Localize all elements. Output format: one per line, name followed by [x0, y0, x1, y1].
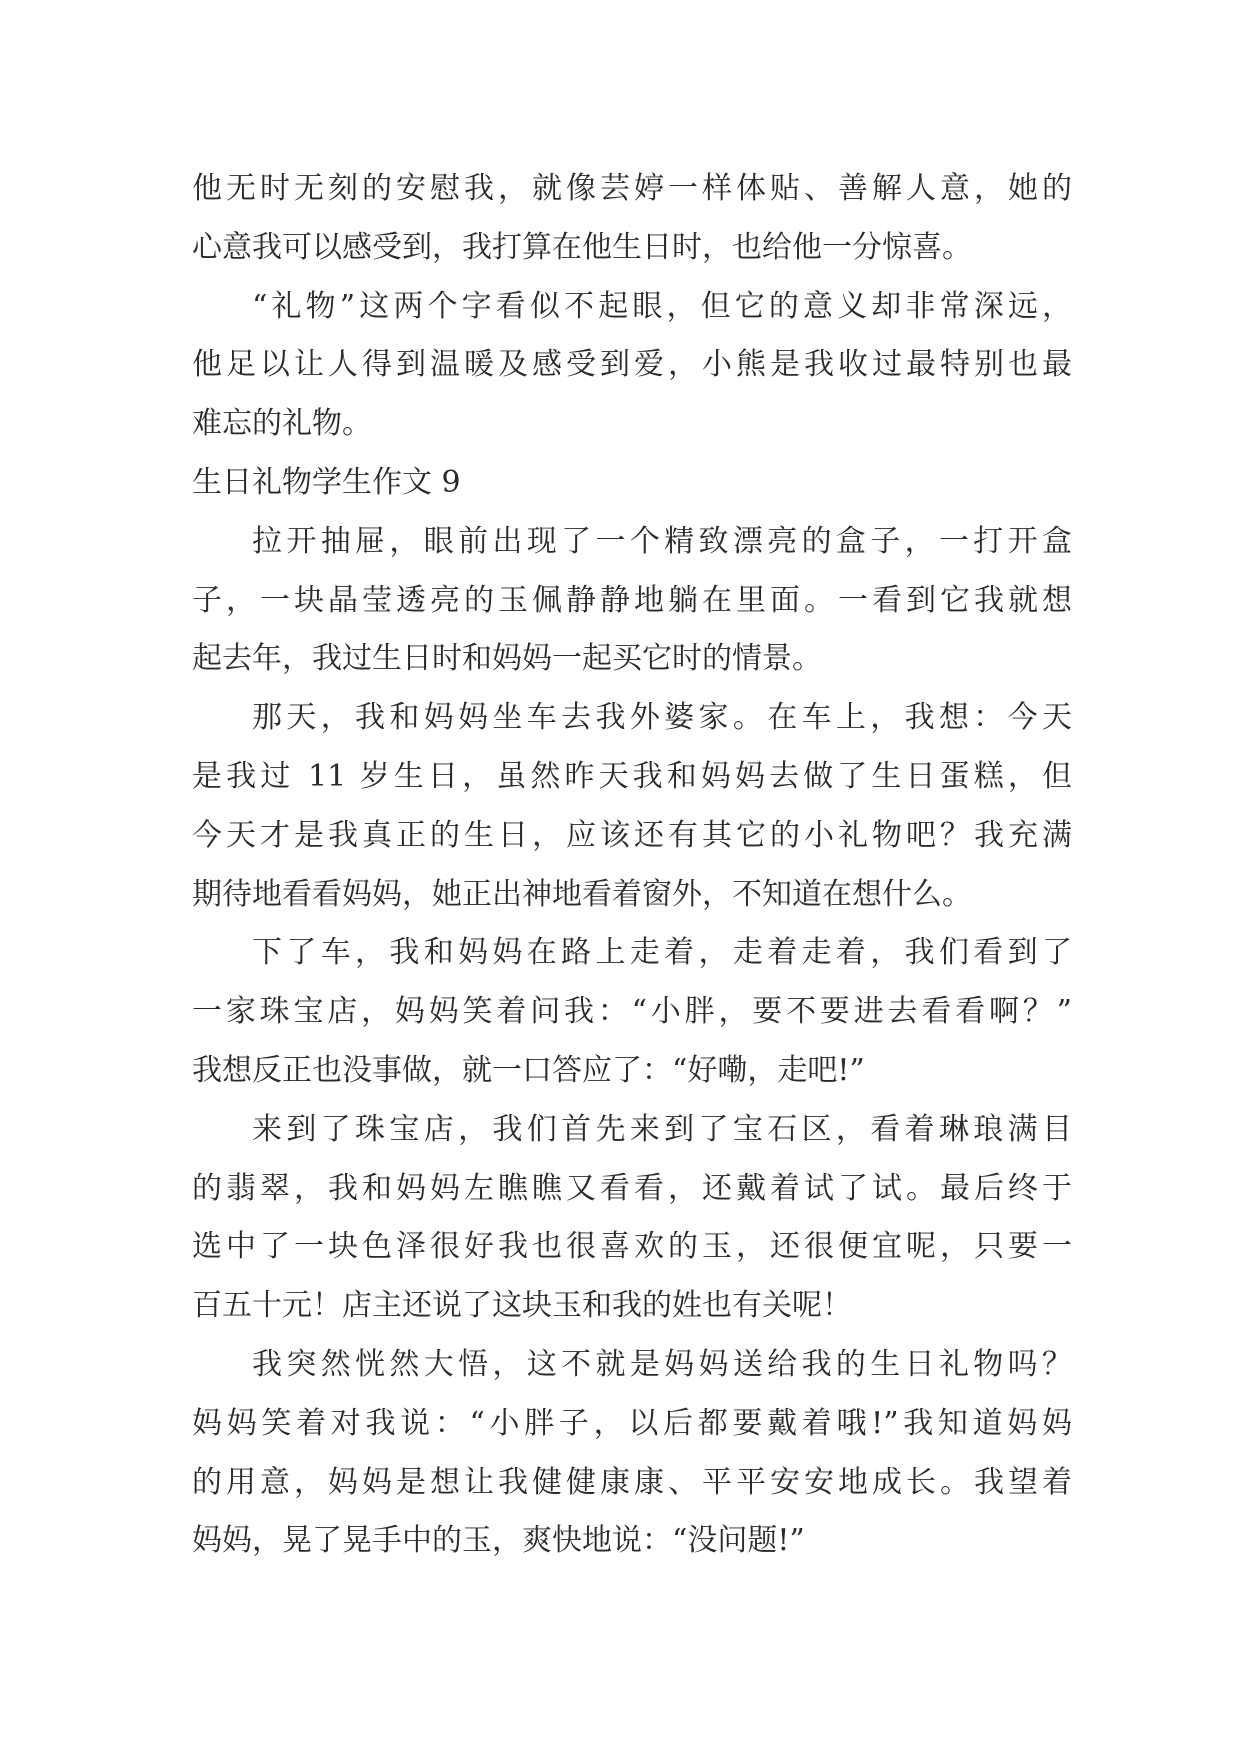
text-line: 是我过 11 岁生日，虽然昨天我和妈妈去做了生日蛋糕，但: [192, 758, 1072, 794]
text-line: “礼物”这两个字看似不起眼，但它的意义却非常深远，: [252, 288, 1072, 324]
paragraph: [192, 924, 1072, 1100]
text-line: 的翡翠，我和妈妈左瞧瞧又看看，还戴着试了试。最后终于: [192, 1170, 1072, 1206]
text-line: 期待地看看妈妈，她正出神地看着窗外，不知道在想什么。: [192, 876, 972, 912]
text-line: 我突然恍然大悟，这不就是妈妈送给我的生日礼物吗？: [252, 1346, 1072, 1382]
paragraph: [192, 513, 1072, 689]
section-heading: 生日礼物学生作文 9: [192, 464, 461, 500]
text-line: 的用意，妈妈是想让我健健康康、平平安安地成长。我望着: [192, 1464, 1072, 1500]
paragraph: [192, 278, 1072, 454]
text-line: 今天才是我真正的生日，应该还有其它的小礼物吧？我充满: [192, 817, 1072, 853]
paragraph: [192, 689, 1072, 924]
text-line: 他足以让人得到温暖及感受到爱，小熊是我收过最特别也最: [192, 347, 1072, 383]
text-line: 选中了一块色泽很好我也很喜欢的玉，还很便宜呢，只要一: [192, 1229, 1072, 1265]
text-line: 那天，我和妈妈坐车去我外婆家。在车上，我想：今天: [252, 700, 1072, 736]
text-line: 心意我可以感受到，我打算在他生日时，也给他一分惊喜。: [192, 229, 972, 265]
text-line: 他无时无刻的安慰我，就像芸婷一样体贴、善解人意，她的: [192, 171, 1072, 206]
paragraph: [192, 1101, 1072, 1336]
paragraph: [192, 1336, 1072, 1571]
text-line: 妈妈，晃了晃手中的玉，爽快地说：“没问题!”: [192, 1523, 805, 1559]
text-line: 百五十元！店主还说了这块玉和我的姓也有关呢！: [192, 1288, 852, 1324]
text-line: 起去年，我过生日时和妈妈一起买它时的情景。: [192, 641, 822, 677]
text-line: 下了车，我和妈妈在路上走着，走着走着，我们看到了: [252, 935, 1072, 971]
text-line: 子，一块晶莹透亮的玉佩静静地躺在里面。一看到它我就想: [192, 582, 1072, 618]
text-line: 妈妈笑着对我说：“小胖子，以后都要戴着哦!”我知道妈妈: [192, 1405, 1072, 1441]
paragraph: [192, 160, 1072, 278]
text-line: 拉开抽屉，眼前出现了一个精致漂亮的盒子，一打开盒: [252, 523, 1072, 559]
text-line: 一家珠宝店，妈妈笑着问我：“小胖，要不要进去看看啊？”: [192, 994, 1072, 1030]
document-body: [192, 160, 1072, 1571]
text-line: 来到了珠宝店，我们首先来到了宝石区，看着琳琅满目: [252, 1111, 1072, 1147]
text-line: 难忘的礼物。: [192, 406, 372, 442]
text-line: 我想反正也没事做，就一口答应了：“好嘞，走吧!”: [192, 1052, 865, 1088]
